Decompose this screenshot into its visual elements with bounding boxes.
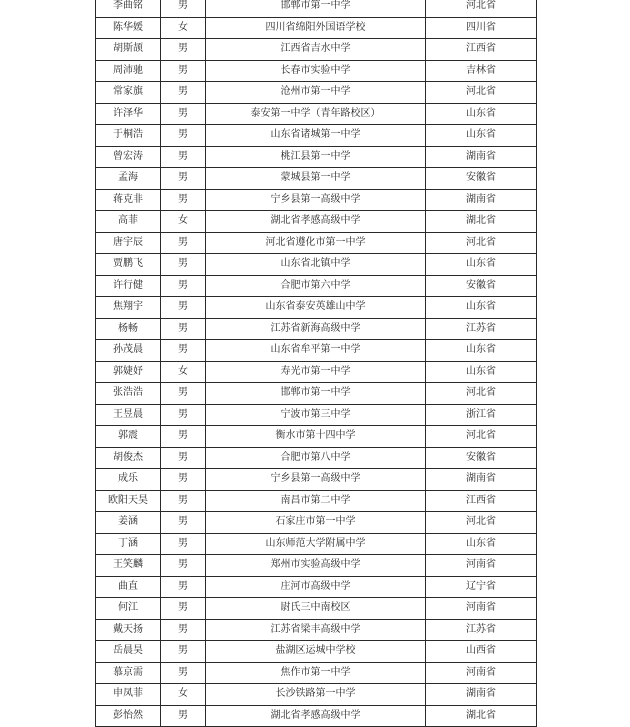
province-cell: 山东省 bbox=[426, 297, 537, 319]
table-row bbox=[96, 555, 537, 577]
gender-cell: 男 bbox=[161, 598, 206, 620]
gender-cell: 女 bbox=[161, 361, 206, 383]
gender-cell: 男 bbox=[161, 426, 206, 448]
province-cell: 湖南省 bbox=[426, 684, 537, 706]
school-cell: 衡水市第十四中学 bbox=[206, 426, 426, 448]
table-row bbox=[96, 598, 537, 620]
province-cell: 浙江省 bbox=[426, 404, 537, 426]
province-cell: 湖北省 bbox=[426, 211, 537, 233]
student-name-cell: 周沛驰 bbox=[96, 60, 161, 82]
gender-cell: 男 bbox=[161, 103, 206, 125]
province-cell: 山东省 bbox=[426, 125, 537, 147]
student-name-cell: 姜涵 bbox=[96, 512, 161, 534]
table-row bbox=[96, 232, 537, 254]
student-name-cell: 丁涵 bbox=[96, 533, 161, 555]
gender-cell: 男 bbox=[161, 60, 206, 82]
student-name-cell: 胡俊杰 bbox=[96, 447, 161, 469]
table-row bbox=[96, 705, 537, 727]
school-cell: 宁乡县第一高级中学 bbox=[206, 189, 426, 211]
school-cell: 焦作市第一中学 bbox=[206, 662, 426, 684]
table-row bbox=[96, 662, 537, 684]
table-row bbox=[96, 275, 537, 297]
gender-cell: 男 bbox=[161, 232, 206, 254]
table-row bbox=[96, 211, 537, 233]
school-cell: 四川省绵阳外国语学校 bbox=[206, 17, 426, 39]
gender-cell: 男 bbox=[161, 168, 206, 190]
student-name-cell: 岳晨昊 bbox=[96, 641, 161, 663]
gender-cell: 男 bbox=[161, 297, 206, 319]
province-cell: 河南省 bbox=[426, 662, 537, 684]
school-cell: 桃江县第一中学 bbox=[206, 146, 426, 168]
province-cell: 湖南省 bbox=[426, 469, 537, 491]
student-name-cell: 张浩浩 bbox=[96, 383, 161, 405]
student-name-cell: 于桐浩 bbox=[96, 125, 161, 147]
school-cell: 山东省牟平第一中学 bbox=[206, 340, 426, 362]
gender-cell: 女 bbox=[161, 17, 206, 39]
student-name-cell: 许行健 bbox=[96, 275, 161, 297]
province-cell: 河北省 bbox=[426, 82, 537, 104]
gender-cell: 女 bbox=[161, 684, 206, 706]
province-cell: 辽宁省 bbox=[426, 576, 537, 598]
table-row bbox=[96, 318, 537, 340]
province-cell: 安徽省 bbox=[426, 168, 537, 190]
gender-cell: 男 bbox=[161, 318, 206, 340]
gender-cell: 男 bbox=[161, 705, 206, 727]
school-cell: 江苏省梁丰高级中学 bbox=[206, 619, 426, 641]
school-cell: 山东师范大学附属中学 bbox=[206, 533, 426, 555]
table-row bbox=[96, 82, 537, 104]
school-cell: 南昌市第二中学 bbox=[206, 490, 426, 512]
table-row bbox=[96, 125, 537, 147]
school-cell: 蒙城县第一中学 bbox=[206, 168, 426, 190]
student-name-cell: 申凤菲 bbox=[96, 684, 161, 706]
table-row bbox=[96, 641, 537, 663]
gender-cell: 男 bbox=[161, 39, 206, 61]
gender-cell: 男 bbox=[161, 619, 206, 641]
gender-cell: 男 bbox=[161, 146, 206, 168]
student-name-cell: 杨畅 bbox=[96, 318, 161, 340]
gender-cell: 男 bbox=[161, 469, 206, 491]
student-name-cell: 何江 bbox=[96, 598, 161, 620]
student-name-cell: 蒋克非 bbox=[96, 189, 161, 211]
school-cell: 湖北省孝感高级中学 bbox=[206, 211, 426, 233]
student-name-cell: 贾鹏飞 bbox=[96, 254, 161, 276]
student-name-cell: 常家旗 bbox=[96, 82, 161, 104]
province-cell: 河北省 bbox=[426, 512, 537, 534]
table-row bbox=[96, 146, 537, 168]
school-cell: 寿光市第一中学 bbox=[206, 361, 426, 383]
student-name-cell: 王昱晨 bbox=[96, 404, 161, 426]
school-cell: 河北省遵化市第一中学 bbox=[206, 232, 426, 254]
school-cell: 山东省泰安英雄山中学 bbox=[206, 297, 426, 319]
table-row bbox=[96, 576, 537, 598]
province-cell: 山东省 bbox=[426, 340, 537, 362]
province-cell: 山东省 bbox=[426, 533, 537, 555]
school-cell: 湖北省孝感高级中学 bbox=[206, 705, 426, 727]
province-cell: 安徽省 bbox=[426, 275, 537, 297]
student-name-cell: 孙茂晨 bbox=[96, 340, 161, 362]
gender-cell: 男 bbox=[161, 576, 206, 598]
student-name-cell: 彭怡然 bbox=[96, 705, 161, 727]
table-row bbox=[96, 0, 537, 17]
table-row bbox=[96, 447, 537, 469]
gender-cell: 男 bbox=[161, 641, 206, 663]
roster-body bbox=[96, 0, 537, 727]
school-cell: 江西省吉水中学 bbox=[206, 39, 426, 61]
table-row bbox=[96, 17, 537, 39]
table-row bbox=[96, 490, 537, 512]
province-cell: 四川省 bbox=[426, 17, 537, 39]
gender-cell: 男 bbox=[161, 490, 206, 512]
table-row bbox=[96, 533, 537, 555]
gender-cell: 男 bbox=[161, 340, 206, 362]
province-cell: 河北省 bbox=[426, 0, 537, 17]
table-row bbox=[96, 189, 537, 211]
gender-cell: 男 bbox=[161, 512, 206, 534]
province-cell: 吉林省 bbox=[426, 60, 537, 82]
table-row bbox=[96, 512, 537, 534]
province-cell: 江苏省 bbox=[426, 619, 537, 641]
student-name-cell: 成乐 bbox=[96, 469, 161, 491]
table-row bbox=[96, 684, 537, 706]
province-cell: 湖北省 bbox=[426, 705, 537, 727]
gender-cell: 男 bbox=[161, 189, 206, 211]
school-cell: 山东省诸城第一中学 bbox=[206, 125, 426, 147]
province-cell: 山西省 bbox=[426, 641, 537, 663]
province-cell: 安徽省 bbox=[426, 447, 537, 469]
gender-cell: 男 bbox=[161, 447, 206, 469]
table-row bbox=[96, 469, 537, 491]
student-name-cell: 郭震 bbox=[96, 426, 161, 448]
province-cell: 江西省 bbox=[426, 490, 537, 512]
school-cell: 邯郸市第一中学 bbox=[206, 383, 426, 405]
gender-cell: 男 bbox=[161, 555, 206, 577]
province-cell: 河北省 bbox=[426, 426, 537, 448]
gender-cell: 男 bbox=[161, 125, 206, 147]
province-cell: 山东省 bbox=[426, 361, 537, 383]
student-name-cell: 唐宇辰 bbox=[96, 232, 161, 254]
table-row bbox=[96, 297, 537, 319]
school-cell: 合肥市第八中学 bbox=[206, 447, 426, 469]
student-name-cell: 陈华媛 bbox=[96, 17, 161, 39]
student-name-cell: 焦翔宇 bbox=[96, 297, 161, 319]
table-row bbox=[96, 404, 537, 426]
gender-cell: 男 bbox=[161, 254, 206, 276]
gender-cell: 男 bbox=[161, 662, 206, 684]
school-cell: 石家庄市第一中学 bbox=[206, 512, 426, 534]
gender-cell: 男 bbox=[161, 533, 206, 555]
school-cell: 长春市实验中学 bbox=[206, 60, 426, 82]
student-name-cell: 高菲 bbox=[96, 211, 161, 233]
gender-cell: 男 bbox=[161, 383, 206, 405]
table-row bbox=[96, 254, 537, 276]
province-cell: 河北省 bbox=[426, 232, 537, 254]
school-cell: 宁乡县第一高级中学 bbox=[206, 469, 426, 491]
table-row bbox=[96, 60, 537, 82]
table-row bbox=[96, 340, 537, 362]
table-row bbox=[96, 619, 537, 641]
province-cell: 江苏省 bbox=[426, 318, 537, 340]
school-cell: 邯郸市第一中学 bbox=[206, 0, 426, 17]
school-cell: 泰安第一中学（青年路校区） bbox=[206, 103, 426, 125]
school-cell: 宁波市第三中学 bbox=[206, 404, 426, 426]
gender-cell: 男 bbox=[161, 404, 206, 426]
province-cell: 河南省 bbox=[426, 555, 537, 577]
student-name-cell: 李曲铭 bbox=[96, 0, 161, 17]
province-cell: 江西省 bbox=[426, 39, 537, 61]
table-row bbox=[96, 426, 537, 448]
table-row bbox=[96, 361, 537, 383]
gender-cell: 男 bbox=[161, 275, 206, 297]
table-row bbox=[96, 103, 537, 125]
student-name-cell: 曾宏涛 bbox=[96, 146, 161, 168]
table-row bbox=[96, 168, 537, 190]
school-cell: 沧州市第一中学 bbox=[206, 82, 426, 104]
province-cell: 河北省 bbox=[426, 383, 537, 405]
school-cell: 尉氏三中南校区 bbox=[206, 598, 426, 620]
province-cell: 河南省 bbox=[426, 598, 537, 620]
school-cell: 长沙铁路第一中学 bbox=[206, 684, 426, 706]
student-name-cell: 胡斯颉 bbox=[96, 39, 161, 61]
student-name-cell: 许泽华 bbox=[96, 103, 161, 125]
gender-cell: 女 bbox=[161, 211, 206, 233]
school-cell: 合肥市第六中学 bbox=[206, 275, 426, 297]
school-cell: 江苏省新海高级中学 bbox=[206, 318, 426, 340]
student-name-cell: 王笑麟 bbox=[96, 555, 161, 577]
province-cell: 山东省 bbox=[426, 254, 537, 276]
province-cell: 湖南省 bbox=[426, 146, 537, 168]
student-name-cell: 欧阳天昊 bbox=[96, 490, 161, 512]
table-row bbox=[96, 383, 537, 405]
school-cell: 郑州市实验高级中学 bbox=[206, 555, 426, 577]
province-cell: 湖南省 bbox=[426, 189, 537, 211]
province-cell: 山东省 bbox=[426, 103, 537, 125]
student-name-cell: 孟海 bbox=[96, 168, 161, 190]
school-cell: 盐湖区运城中学校 bbox=[206, 641, 426, 663]
student-name-cell: 戴天扬 bbox=[96, 619, 161, 641]
student-roster-table bbox=[95, 0, 537, 727]
school-cell: 庄河市高级中学 bbox=[206, 576, 426, 598]
student-name-cell: 郭婕妤 bbox=[96, 361, 161, 383]
table-row bbox=[96, 39, 537, 61]
gender-cell: 男 bbox=[161, 82, 206, 104]
school-cell: 山东省北镇中学 bbox=[206, 254, 426, 276]
student-name-cell: 曲直 bbox=[96, 576, 161, 598]
gender-cell: 男 bbox=[161, 0, 206, 17]
student-name-cell: 慕京需 bbox=[96, 662, 161, 684]
